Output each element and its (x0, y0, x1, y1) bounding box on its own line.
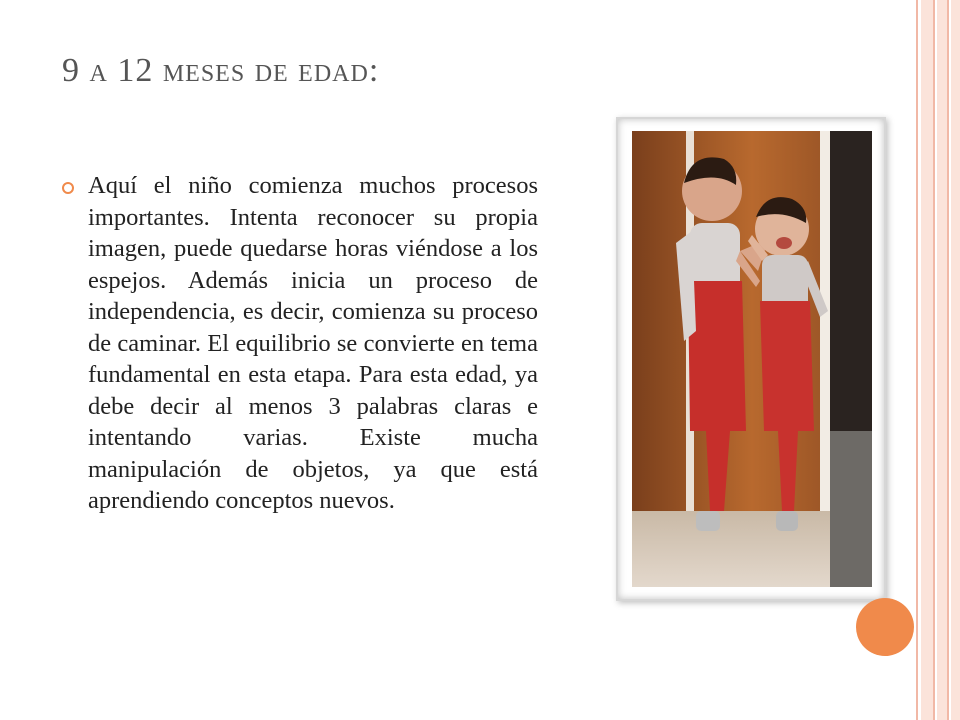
border-stripe (951, 0, 960, 720)
border-stripe (937, 0, 947, 720)
border-stripe (947, 0, 949, 720)
photo-frame (616, 117, 886, 601)
right-border-decoration (916, 0, 960, 720)
border-stripe (933, 0, 935, 720)
decorative-circle (856, 598, 914, 656)
baby-mirror-photo-icon (632, 131, 872, 587)
border-stripe (916, 0, 918, 720)
body-paragraph: Aquí el niño comienza muchos procesos importantes. Intenta reconocer su propia imagen, puede quedarse horas viéndose a los espejos. Además inicia un proceso de independencia, es decir, comienza su proceso de caminar. El equilibrio se convierte en tema fundamental en esta etapa. Para esta edad, ya debe decir al menos 3 palabras claras e intentando varias. Existe mucha manipulación de objetos, ya que está aprendiendo conceptos nuevos. (88, 172, 538, 514)
slide-title: 9 a 12 meses de edad: (62, 52, 380, 89)
border-stripe (921, 0, 933, 720)
bullet-icon (62, 182, 74, 194)
